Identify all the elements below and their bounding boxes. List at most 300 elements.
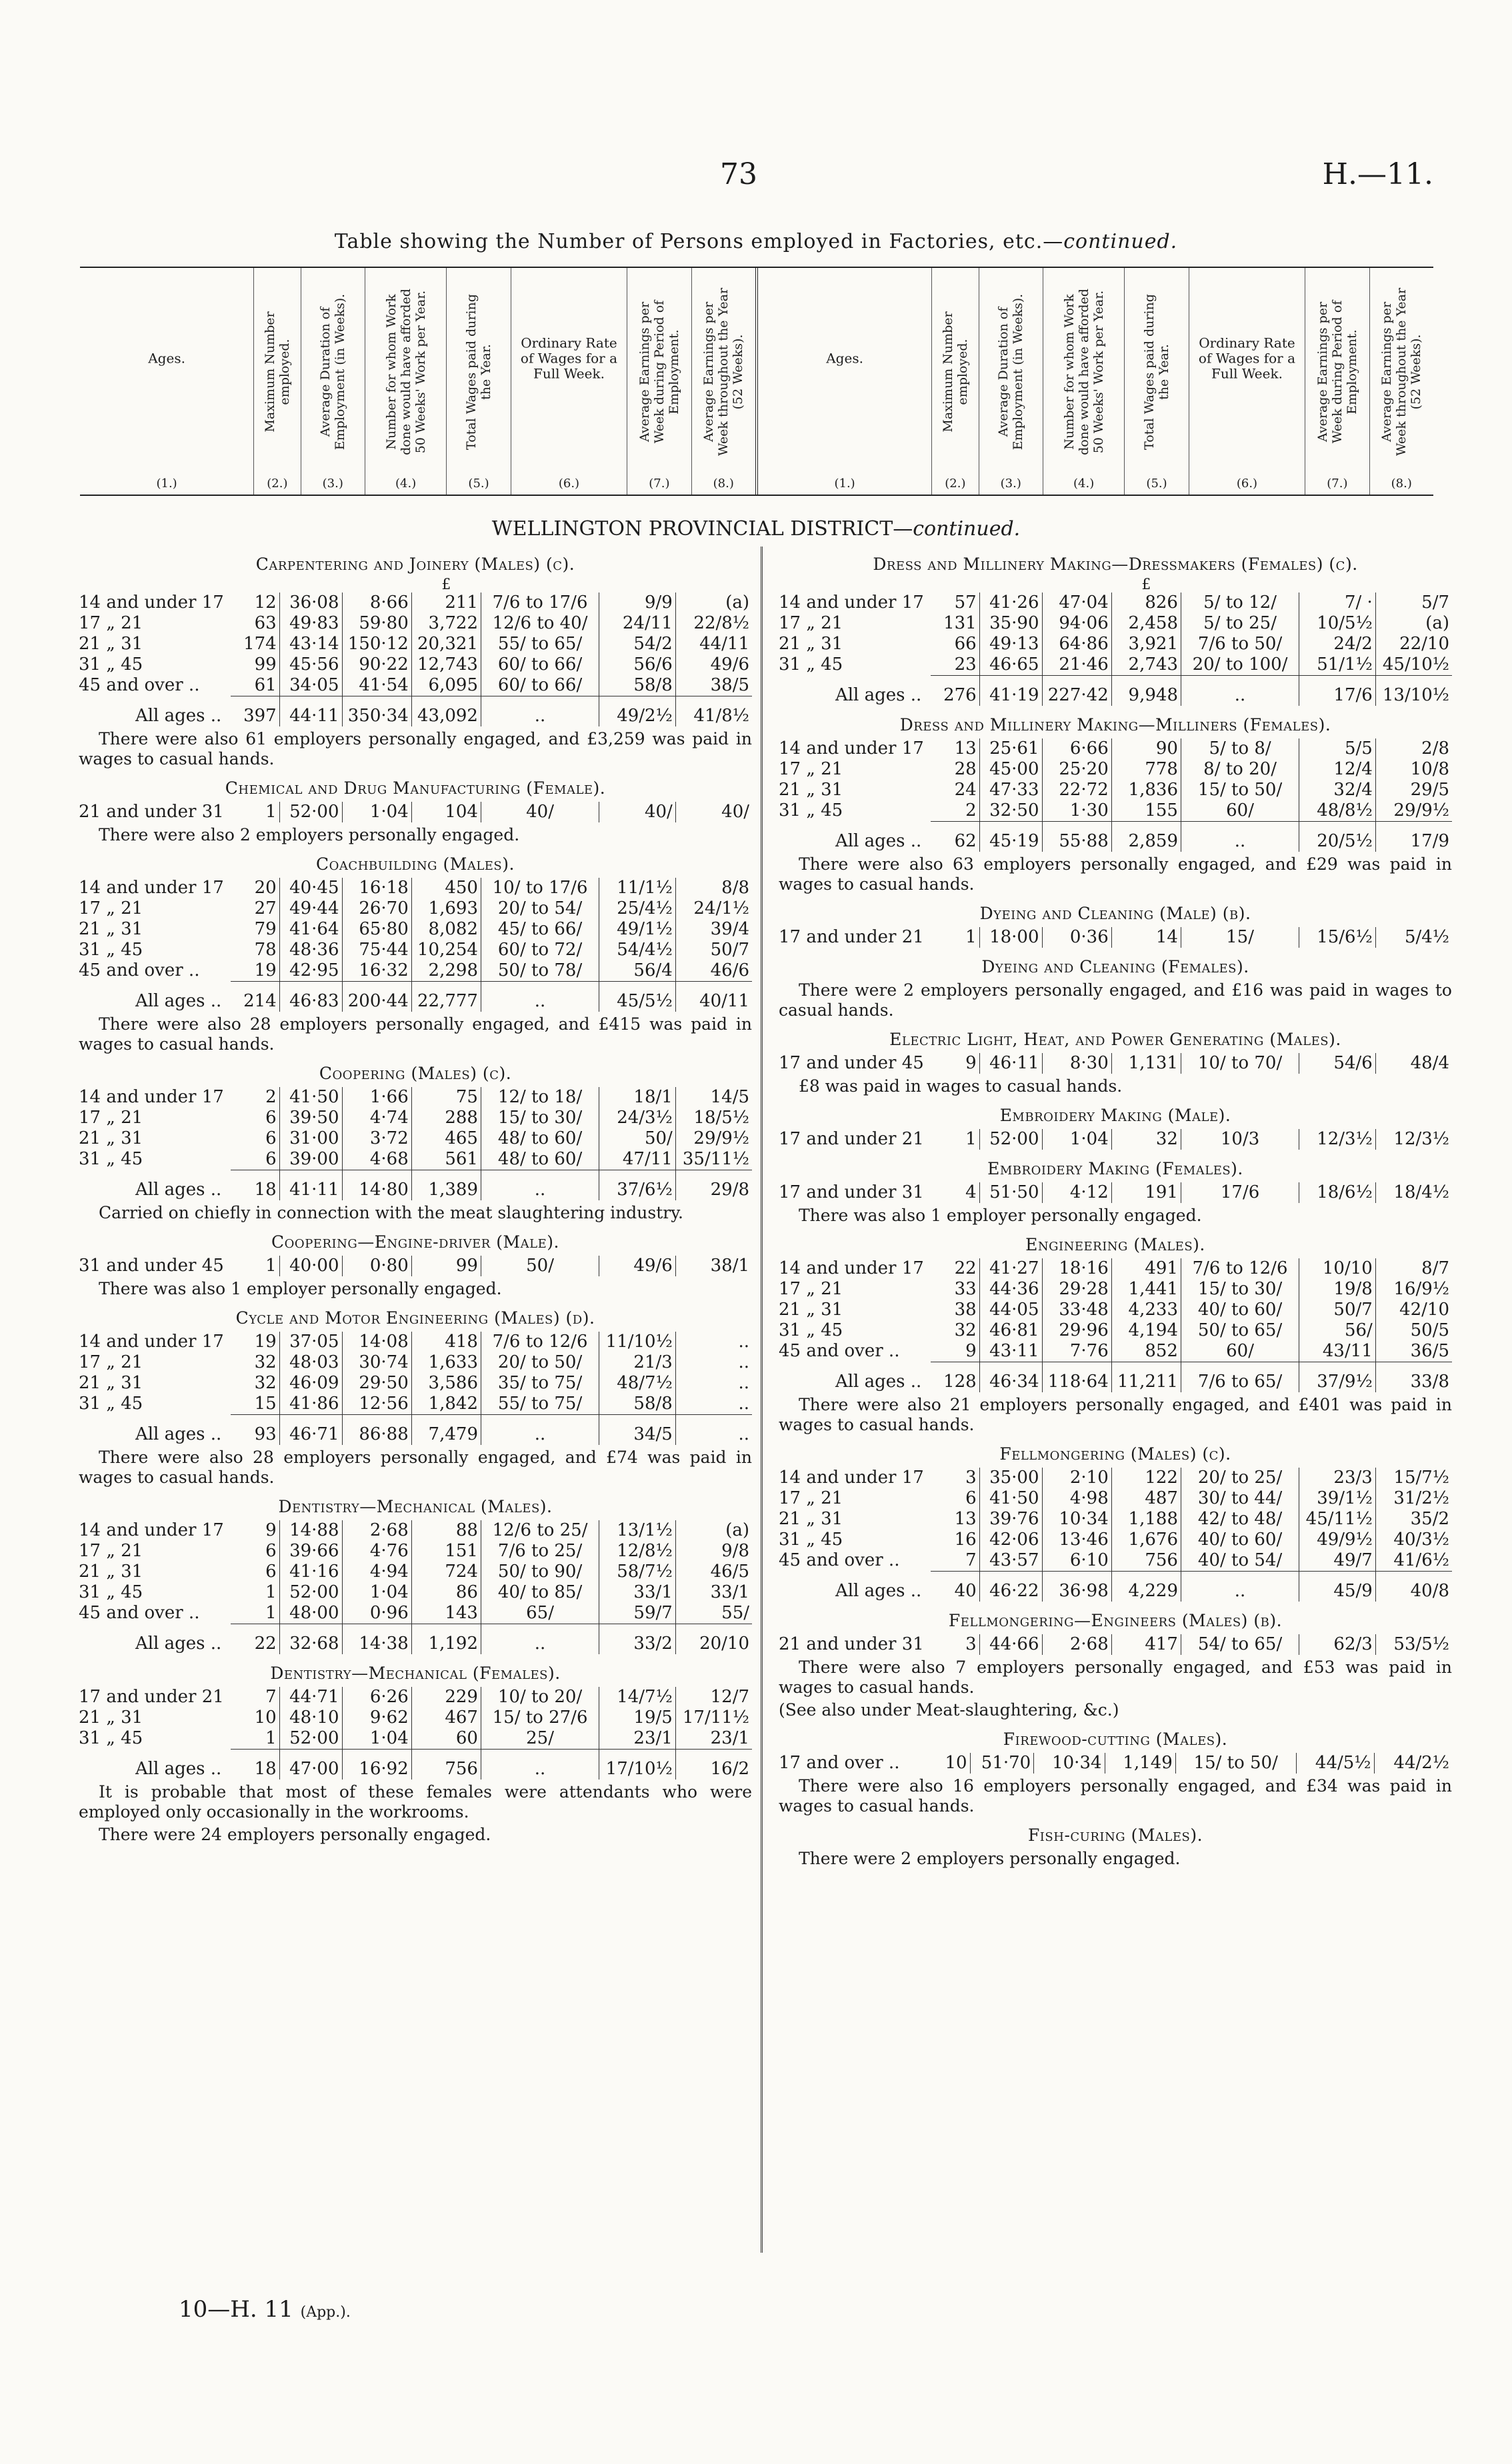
table-section [779,1730,1452,1816]
value-cell: 37/9½ [1299,1362,1376,1393]
table-row [79,593,752,613]
section-title: Chemical and Drug Manufacturing (Female). [225,778,606,798]
table-row [779,1129,1452,1150]
value-cell: 1·04 [1042,1129,1111,1150]
value-cell: .. [738,1394,749,1414]
value-cell: 8/8 [721,878,749,898]
age-cell: 31 „ 45 [779,1530,843,1550]
value-cell: 10·34 [1034,1753,1105,1774]
table-section [779,1159,1452,1226]
section-note: There were also 7 employers personally engaged, and £53 was paid in wages to casual hands. [779,1658,1452,1697]
table-section [779,904,1452,948]
value-cell: 1 [231,1728,279,1750]
value-cell: 26·70 [342,898,411,919]
table-row [779,1300,1452,1320]
total-row [779,822,1452,852]
value-cell: 561 [411,1149,481,1170]
column-header-8 [692,268,755,495]
value-cell: 9/9 [599,593,676,613]
section-note: There were 2 employers personally engaged, and £16 was paid in wages to casual hands. [779,980,1452,1020]
value-cell: 62 [931,822,979,852]
value-cell: 43·57 [979,1550,1042,1572]
value-cell: 17/6 [1299,676,1376,706]
value-cell: 7/6 to 17/6 [481,593,599,613]
value-cell: 16·32 [342,960,411,982]
column-header-label: Average Earnings per Week throughout the Year (52 Weeks). [1379,288,1424,457]
value-cell: 29/9½ [693,1128,749,1148]
value-cell: 41·11 [279,1170,342,1201]
value-cell: 45/10½ [1382,654,1449,674]
table-row [779,738,1452,759]
table-row [779,1320,1452,1341]
document-code: H.—11. [1322,157,1433,191]
value-cell: 49/9½ [1299,1530,1376,1550]
currency-cell [1299,578,1376,593]
data-table [779,1753,1452,1774]
value-cell: 78 [231,940,279,960]
value-cell: 99 [411,1256,481,1276]
value-cell: 756 [411,1750,481,1780]
column-header-label: Average Earnings per Week during Period of Employment. [1315,301,1359,444]
value-cell: 1·04 [342,1728,411,1750]
column-header-number: (2.) [945,477,966,491]
value-cell: 23/1 [599,1728,676,1750]
value-cell: 47/11 [599,1149,676,1170]
value-cell: 151 [411,1541,481,1562]
value-cell: 8·30 [1042,1053,1111,1074]
value-cell: 29/5 [1410,780,1449,800]
column-header-7 [627,268,691,495]
value-cell: 32·68 [279,1624,342,1655]
value-cell: 6 [231,1108,279,1128]
value-cell: 1,389 [411,1170,481,1201]
page-title-text: Table showing the Number of Persons employed in Factories, etc.— [334,230,1064,253]
value-cell: 39/4 [710,919,749,939]
column-header-number: (7.) [649,477,670,491]
value-cell: 3 [931,1634,979,1655]
data-table [779,1634,1452,1655]
value-cell: 13·46 [1042,1530,1111,1550]
value-cell: 35·90 [979,613,1042,634]
value-cell: 41·86 [279,1394,342,1415]
value-cell: 50/ to 65/ [1181,1320,1299,1341]
value-cell: 64·86 [1042,634,1111,654]
value-cell: 42·06 [979,1530,1042,1550]
value-cell: 39·76 [979,1509,1042,1530]
currency-cell [779,578,931,593]
table-row [79,654,752,675]
data-table [79,578,752,726]
data-table [79,1687,752,1780]
value-cell: 40/ [481,802,599,822]
column-header-label: Ordinary Rate of Wages for a Full Week. [520,335,617,382]
section-title: Engineering (Males). [1025,1235,1205,1254]
value-cell: 45·00 [979,759,1042,780]
value-cell: 60/ to 66/ [481,654,599,675]
value-cell: 19/8 [1299,1279,1376,1300]
table-row [779,927,1452,948]
age-cell: 21 „ 31 [79,1373,143,1393]
age-cell: All ages .. [835,1371,922,1392]
value-cell: 13 [931,1509,979,1530]
value-cell: 36·98 [1042,1572,1111,1602]
table-row [779,1550,1452,1572]
age-cell: All ages .. [835,684,922,705]
total-row [79,1624,752,1655]
value-cell: 49/6 [710,654,749,674]
value-cell: 16/9½ [1393,1279,1449,1299]
value-cell: 90 [1111,738,1181,759]
table-section [779,1030,1452,1096]
value-cell: 41·50 [279,1087,342,1108]
value-cell: 35/2 [1410,1509,1449,1529]
value-cell: 9·62 [342,1708,411,1728]
value-cell: 23/3 [1299,1468,1376,1488]
value-cell: 50/ [481,1256,599,1276]
value-cell: 49/6 [599,1256,676,1276]
value-cell: 33/2 [599,1624,676,1655]
district-title [0,517,1512,541]
age-cell: 17 and under 21 [79,1687,224,1707]
column-header-number: (5.) [1146,477,1167,491]
table-row [779,1258,1452,1279]
value-cell: 5/4½ [1404,927,1449,947]
value-cell: 94·06 [1042,613,1111,634]
value-cell: 44·66 [979,1634,1042,1655]
value-cell: 7·76 [1042,1341,1111,1362]
age-cell: 17 „ 21 [779,1488,843,1508]
value-cell: 38/5 [710,675,749,695]
value-cell: 50/ [599,1128,676,1149]
currency-cell [599,578,676,593]
section-note: There were also 2 employers personally engaged. [99,825,520,844]
value-cell: 46·71 [279,1415,342,1446]
value-cell: 40/ [599,802,676,822]
value-cell: 8/ to 20/ [1181,759,1299,780]
value-cell: 29·50 [342,1373,411,1394]
value-cell: 62/3 [1299,1634,1376,1655]
value-cell: 1,842 [411,1394,481,1415]
value-cell: 16 [931,1530,979,1550]
column-header-label: Ages. [148,350,185,367]
table-row [79,1562,752,1582]
value-cell: 43·11 [979,1341,1042,1362]
currency-row [779,578,1452,593]
table-row [79,878,752,898]
table-row [779,1488,1452,1509]
value-cell: 79 [231,919,279,940]
value-cell: 52·00 [279,802,342,822]
value-cell: 8/7 [1421,1258,1449,1278]
value-cell: 11/1½ [599,878,676,898]
column-header-label: Total Wages paid during the Year. [464,294,494,451]
column-header-label: Average Earnings per Week during Period of Employment. [637,301,681,444]
value-cell: 44·11 [279,696,342,727]
table-section [779,1106,1452,1150]
value-cell: 58/7½ [599,1562,676,1582]
value-cell: 2,298 [411,960,481,982]
column-header-6 [511,268,627,495]
age-cell: 14 and under 17 [779,593,924,613]
data-table [779,1129,1452,1150]
value-cell: 40/11 [675,982,752,1012]
age-cell: 21 „ 31 [79,1708,143,1728]
value-cell: 1,676 [1111,1530,1181,1550]
value-cell: 56/ [1299,1320,1376,1341]
value-cell: 4 [931,1182,979,1203]
value-cell: 46·83 [279,982,342,1012]
value-cell: 7/6 to 12/6 [1181,1258,1299,1279]
value-cell: 48·00 [279,1603,342,1624]
total-row [79,1170,752,1201]
value-cell: 40·00 [279,1256,342,1276]
value-cell: 55/ to 65/ [481,634,599,654]
column-header-table [80,267,1433,496]
data-table [79,1256,752,1276]
value-cell: 47·00 [279,1750,342,1780]
data-table [79,1332,752,1445]
column-header-number: (4.) [1073,477,1095,491]
value-cell: 7/6 to 65/ [1181,1362,1299,1393]
value-cell: 24 [931,780,979,800]
value-cell: 55/ [721,1603,749,1623]
value-cell: 54/ to 65/ [1181,1634,1299,1655]
value-cell: 18/6½ [1299,1182,1376,1203]
age-cell: 17 „ 21 [79,1108,143,1128]
value-cell: 41·16 [279,1562,342,1582]
value-cell: 43/11 [1299,1341,1376,1362]
table-row [779,613,1452,634]
value-cell: 7/ · [1299,593,1376,613]
column-header-1 [80,268,254,495]
value-cell: 36·08 [279,593,342,613]
value-cell: 35·00 [979,1468,1042,1488]
age-cell: 17 „ 21 [79,898,143,918]
currency-cell [979,578,1042,593]
value-cell: 17/9 [1375,822,1452,852]
value-cell: 93 [231,1415,279,1446]
value-cell: 40/ to 60/ [1181,1530,1299,1550]
table-row [779,1530,1452,1550]
value-cell: 1,188 [1111,1509,1181,1530]
column-header-3 [301,268,365,495]
value-cell: 54/2 [599,634,676,654]
total-row [79,1750,752,1780]
age-cell: 14 and under 17 [79,1332,224,1352]
table-row [779,1509,1452,1530]
section-title: Dress and Millinery Making—Milliners (Females). [899,715,1331,734]
value-cell: 12/6 to 40/ [481,613,599,634]
value-cell: 15 [231,1394,279,1415]
value-cell: 6 [931,1488,979,1509]
age-cell: 17 and under 21 [779,927,924,947]
value-cell: 14/5 [710,1087,749,1107]
value-cell: 7 [931,1550,979,1572]
value-cell: 9 [231,1520,279,1541]
value-cell: 30/ to 44/ [1181,1488,1299,1509]
value-cell: 38/1 [710,1256,749,1276]
table-row [779,654,1452,676]
value-cell: 1 [231,1603,279,1624]
value-cell: 60/ to 66/ [481,675,599,696]
table-row [779,1634,1452,1655]
value-cell: .. [738,1332,749,1352]
value-cell: 724 [411,1562,481,1582]
column-header-label: Average Duration of Employment (in Weeks). [996,294,1026,451]
value-cell: 23/1 [710,1728,749,1748]
table-row [79,960,752,982]
value-cell: 143 [411,1603,481,1624]
value-cell: 52·00 [279,1582,342,1603]
page-number: 73 [720,157,757,191]
value-cell: 20/ to 25/ [1181,1468,1299,1488]
value-cell: 6 [231,1562,279,1582]
value-cell: 29/8 [675,1170,752,1201]
table-section [79,1308,752,1488]
value-cell: 60/ [1181,1341,1299,1362]
age-cell: All ages .. [135,1179,222,1200]
column-header-number: (1.) [834,477,855,491]
value-cell: 33 [931,1279,979,1300]
value-cell: 9 [931,1341,979,1362]
age-cell: All ages .. [835,830,922,851]
table-row [79,1728,752,1750]
section-title: Dentistry—Mechanical (Males). [278,1497,553,1516]
value-cell: 45/ to 66/ [481,919,599,940]
value-cell: 49·44 [279,898,342,919]
value-cell: 41·50 [979,1488,1042,1509]
age-cell: 14 and under 17 [79,1520,224,1540]
section-note: There were also 28 employers personally engaged, and £415 was paid in wages to casual hands. [79,1014,752,1054]
value-cell: 15/ to 30/ [481,1108,599,1128]
value-cell: 25/ [481,1728,599,1750]
value-cell: .. [481,696,599,727]
value-cell: 155 [1111,800,1181,822]
section-title: Carpentering and Joinery (Males) (c). [255,555,575,574]
column-header-number: (3.) [322,477,343,491]
value-cell: 1·04 [342,802,411,822]
column-header-label: Number for whom Work done would have afforded 50 Weeks' Work per Year. [383,289,428,456]
value-cell: 5/7 [1421,593,1449,613]
value-cell: 48/ to 60/ [481,1149,599,1170]
value-cell: 1,441 [1111,1279,1181,1300]
section-title: Firewood-cutting (Males). [1003,1730,1228,1749]
age-cell: 31 „ 45 [79,1394,143,1414]
value-cell: 10/ to 20/ [481,1687,599,1708]
value-cell: 118·64 [1042,1362,1111,1393]
section-title: Dyeing and Cleaning (Male) (b). [979,904,1251,923]
value-cell: 7 [231,1687,279,1708]
value-cell: 7,479 [411,1415,481,1446]
data-table [79,802,752,822]
column-header-number: (8.) [1391,477,1412,491]
value-cell: 32 [1111,1129,1181,1150]
value-cell: 4·74 [342,1108,411,1128]
value-cell: 18 [231,1750,279,1780]
value-cell: 28 [931,759,979,780]
value-cell: 1,633 [411,1352,481,1373]
value-cell: 25·61 [979,738,1042,759]
value-cell: 40/ [721,802,749,822]
value-cell: 58/8 [599,1394,676,1415]
data-table [779,1182,1452,1203]
table-section [79,555,752,769]
value-cell: 15/ to 27/6 [481,1708,599,1728]
value-cell: 21·46 [1042,654,1111,676]
value-cell: 49/2½ [599,696,676,727]
value-cell: 227·42 [1042,676,1111,706]
value-cell: 41/8½ [675,696,752,727]
value-cell: 12/8½ [599,1541,676,1562]
currency-cell [1181,578,1299,593]
value-cell: 44·71 [279,1687,342,1708]
column-headers-left [80,268,758,495]
value-cell: 131 [931,613,979,634]
age-cell: All ages .. [135,1758,222,1779]
column-header-4 [1043,268,1125,495]
data-table [779,1468,1452,1602]
value-cell: 2,859 [1111,822,1181,852]
value-cell: 58/8 [599,675,676,696]
value-cell: 191 [1111,1182,1181,1203]
value-cell: 43·14 [279,634,342,654]
value-cell: 229 [411,1687,481,1708]
value-cell: 49·83 [279,613,342,634]
value-cell: 0·80 [342,1256,411,1276]
age-cell: 21 and under 31 [79,802,224,822]
column-header-number: (6.) [558,477,580,491]
value-cell: 19 [231,960,279,982]
value-cell: 11/10½ [599,1332,676,1352]
table-row [79,802,752,822]
currency-cell [675,578,752,593]
value-cell: 25/4½ [599,898,676,919]
age-cell: 31 „ 45 [79,654,143,674]
section-note: There were 2 employers personally engaged. [799,1849,1181,1868]
section-title: Cycle and Motor Engineering (Males) (d). [235,1308,595,1328]
age-cell: 45 and over .. [79,960,200,981]
value-cell: 27 [231,898,279,919]
value-cell: 487 [1111,1488,1181,1509]
age-cell: 31 „ 45 [79,1149,143,1170]
value-cell: 39/1½ [1299,1488,1376,1509]
section-title: Embroidery Making (Male). [999,1106,1231,1125]
value-cell: 852 [1111,1341,1181,1362]
value-cell: 48/7½ [599,1373,676,1394]
value-cell: 15/6½ [1299,927,1376,948]
column-divider [761,547,763,2253]
value-cell: 15/ to 50/ [1175,1753,1296,1774]
value-cell: 63 [231,613,279,634]
value-cell: 10/ to 17/6 [481,878,599,898]
value-cell: 7/6 to 12/6 [481,1332,599,1352]
value-cell: 128 [931,1362,979,1393]
value-cell: 37/6½ [599,1170,676,1201]
value-cell: 42·95 [279,960,342,982]
column-header-label: Maximum Number employed. [940,311,970,433]
value-cell: 20 [231,878,279,898]
value-cell: 12/4 [1299,759,1376,780]
table-row [779,1468,1452,1488]
value-cell: 18·00 [979,927,1042,948]
value-cell: .. [1181,676,1299,706]
value-cell: 6 [231,1541,279,1562]
value-cell: 32 [231,1373,279,1394]
data-table [779,1053,1452,1074]
value-cell: 60/ [1181,800,1299,822]
value-cell: 17/6 [1181,1182,1299,1203]
currency-cell [342,578,411,593]
